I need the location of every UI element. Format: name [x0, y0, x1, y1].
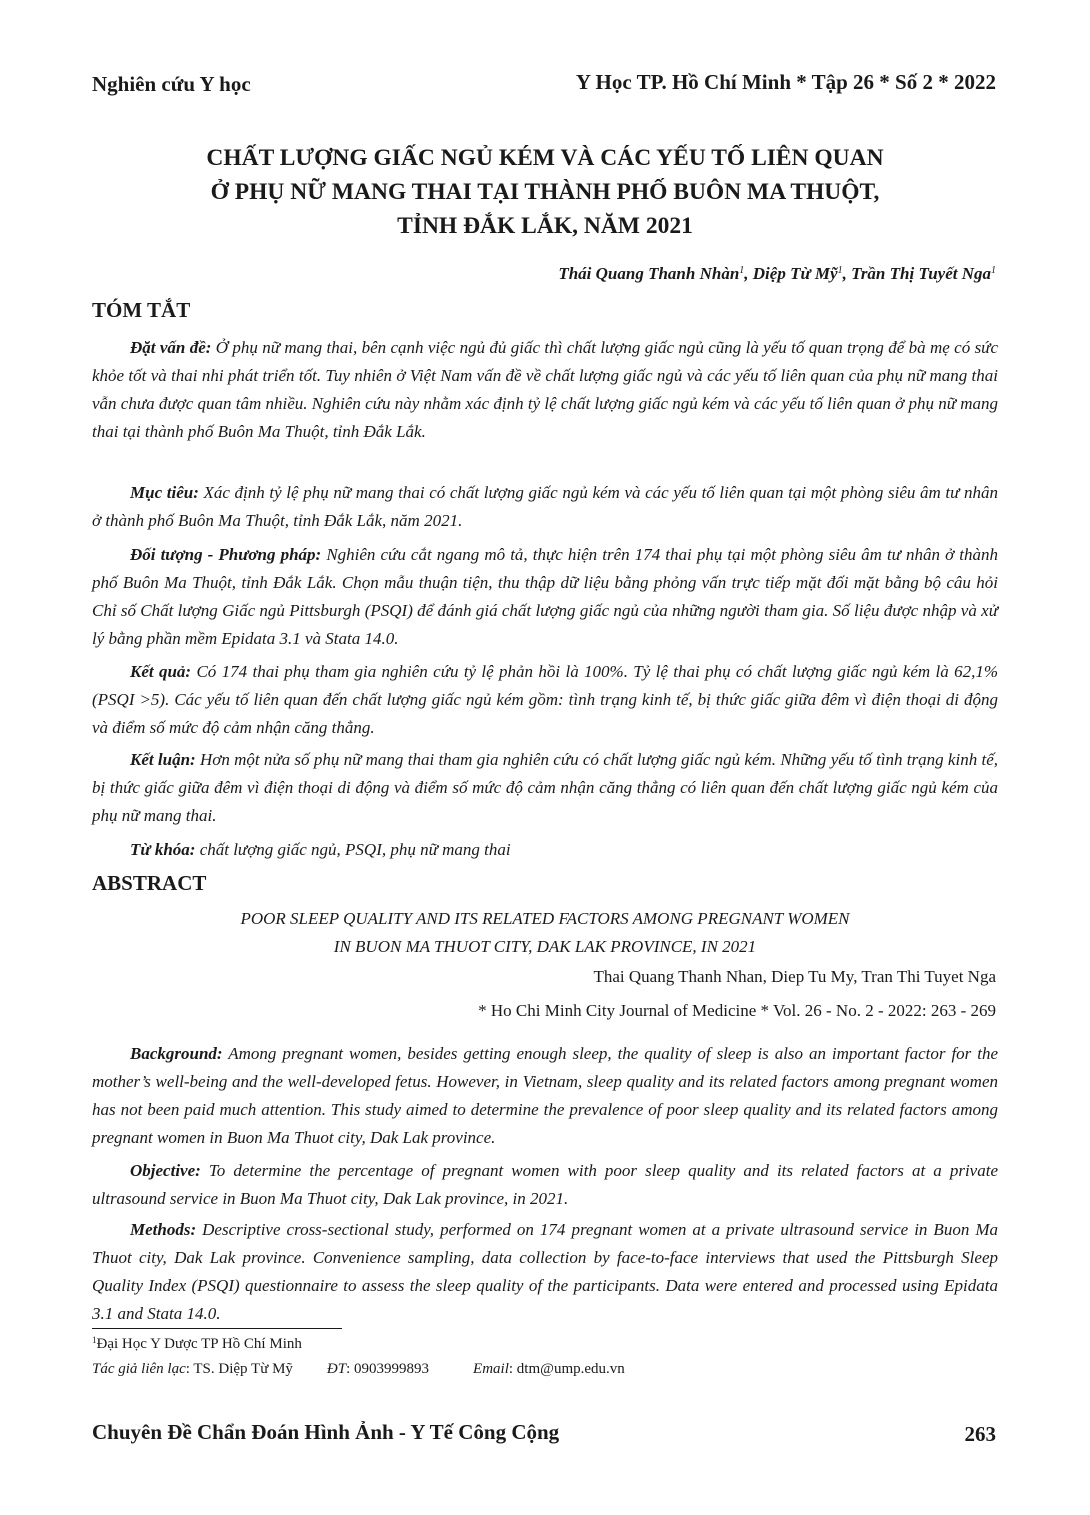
- author-3: Trần Thị Tuyết Nga: [851, 264, 991, 283]
- contact-value: : TS. Diệp Từ Mỹ: [185, 1361, 293, 1377]
- title-line-1: CHẤT LƯỢNG GIẤC NGỦ KÉM VÀ CÁC YẾU TỐ LIÊN QUAN: [206, 145, 884, 171]
- label-conclusion-vn: Kết luận:: [130, 750, 196, 769]
- abstract-title-line-2: IN BUON MA THUOT CITY, DAK LAK PROVINCE, IN 2021: [333, 937, 757, 956]
- summary-objective-vn: Mục tiêu: Xác định tỷ lệ phụ nữ mang thai có chất lượng giấc ngủ kém và các yếu tố liên quan tại một phòng siêu âm tư nhân ở thành phố Buôn Ma Thuột, tỉnh Đắk Lắk, năm 2021.: [92, 483, 999, 530]
- label-results-vn: Kết quả:: [130, 662, 192, 681]
- author-list-en: Thai Quang Thanh Nhan, Diep Tu My, Tran Thi Tuyet Nga: [593, 967, 996, 986]
- footnote-contact: [92, 1361, 625, 1378]
- abstract-title: [92, 905, 998, 961]
- footnote-affiliation: $^1$Đại Học Y Dược TP Hồ Chí Minh: [92, 1335, 302, 1352]
- abstract-background: Background: Among pregnant women, besides getting enough sleep, the quality of sleep is also an important factor for the mother’s well-being and the well-developed fetus. However, in Vietnam, sleep quality and its related factors among pregnant women has not been paid much attention. This study aimed to determine the prevalence of poor sleep quality and its related factors among pregnant women in Buon Ma Thuot city, Dak Lak province.: [92, 1044, 998, 1147]
- author-1: Thái Quang Thanh Nhàn: [558, 264, 740, 283]
- phone-value: : 0903999893: [346, 1361, 430, 1377]
- affiliation-mark: 1: [837, 265, 843, 276]
- label-keywords-vn: Từ khóa:: [130, 840, 196, 859]
- summary-results-vn: Kết quả: Có 174 thai phụ tham gia nghiên cứu tỷ lệ phản hồi là 100%. Tỷ lệ thai phụ có chất lượng giấc ngủ kém là 62,1% (PSQI >5). Các yếu tố liên quan đến chất lượng giấc ngủ kém gồm: tình trạng kinh tế, bị thức giấc giữa đêm vì điện thoại di động và điểm số mức độ cảm nhận căng thẳng.: [92, 662, 999, 737]
- summary-heading-vn: TÓM TẮT: [92, 298, 191, 322]
- footer-issue-title: Chuyên Đề Chẩn Đoán Hình Ảnh - Y Tế Công Cộng: [92, 1420, 560, 1444]
- email-value: : dtm@ump.edu.vn: [508, 1361, 625, 1377]
- title-line-2: Ở PHỤ NỮ MANG THAI TẠI THÀNH PHỐ BUÔN MA THUỘT,: [210, 179, 880, 205]
- label-background-en: Background:: [130, 1044, 223, 1063]
- summary-background-vn: Đặt vấn đề: Ở phụ nữ mang thai, bên cạnh việc ngủ đủ giấc thì chất lượng giấc ngủ cũng là yếu tố quan trọng để bà mẹ có sức khỏe tốt và thai nhi phát triển tốt. Tuy nhiên ở Việt Nam vấn đề về chất lượng giấc ngủ và các yếu tố liên quan của phụ nữ mang thai vẫn chưa được quan tâm nhiều. Nghiên cứu này nhằm xác định tỷ lệ chất lượng giấc ngủ kém và các yếu tố liên quan ở phụ nữ mang thai tại thành phố Buôn Ma Thuột, tỉnh Đắk Lắk.: [92, 338, 999, 441]
- author-list-vn: [558, 264, 996, 284]
- summary-methods-vn: Đối tượng - Phương pháp: Nghiên cứu cắt ngang mô tả, thực hiện trên 174 thai phụ tại một phòng siêu âm tư nhân ở thành phố Buôn Ma Thuột, tỉnh Đắk Lắk. Chọn mẫu thuận tiện, thu thập dữ liệu bằng phỏng vấn trực tiếp mặt đối mặt bằng bộ câu hỏi Chỉ số Chất lượng Giấc ngủ Pittsburgh (PSQI) để đánh giá chất lượng giấc ngủ của những người tham gia. Số liệu được nhập và xử lý bằng phần mềm Epidata 3.1 và Stata 14.0.: [92, 545, 999, 648]
- label-objective-en: Objective:: [130, 1161, 201, 1180]
- label-background-vn: Đặt vấn đề:: [130, 338, 212, 357]
- summary-conclusion-vn: Kết luận: Hơn một nửa số phụ nữ mang thai tham gia nghiên cứu có chất lượng giấc ngủ kém. Những yếu tố tình trạng kinh tế, bị thức giấc giữa đêm vì điện thoại di động và điểm số mức độ cảm nhận căng thẳng có liên quan đến chất lượng giấc ngủ kém của phụ nữ mang thai.: [92, 750, 998, 825]
- running-header-section: Nghiên cứu Y học: [92, 72, 251, 96]
- affiliation-mark: 1: [991, 265, 996, 276]
- author-separator: ,: [744, 264, 753, 283]
- author-2: Diệp Từ Mỹ: [752, 264, 838, 283]
- author-separator: ,: [842, 264, 852, 283]
- label-objective-vn: Mục tiêu:: [130, 483, 199, 502]
- title-line-3: TỈNH ĐẮK LẮK, NĂM 2021: [397, 213, 693, 239]
- email-label: Email: [473, 1361, 509, 1377]
- citation: * Ho Chi Minh City Journal of Medicine * Vol. 26 - No. 2 - 2022: 263 - 269: [478, 1001, 996, 1020]
- contact-label: Tác giả liên lạc: [92, 1361, 186, 1377]
- label-methods-en: Methods:: [130, 1220, 197, 1239]
- abstract-title-line-1: POOR SLEEP QUALITY AND ITS RELATED FACTORS AMONG PREGNANT WOMEN: [240, 909, 850, 928]
- footnote-divider: [92, 1328, 342, 1329]
- page-number: 263: [964, 1422, 996, 1446]
- affiliation-mark: 1: [739, 265, 745, 276]
- abstract-methods: Methods: Descriptive cross-sectional study, performed on 174 pregnant women at a private ultrasound service in Buon Ma Thuot city, Dak Lak province. Convenience sampling, data collection by face-to-face interviews that used the Pittsburgh Sleep Quality Index (PSQI) questionnaire to assess the sleep quality of the participants. Data were entered and processed using Epidata 3.1 and Stata 14.0.: [92, 1220, 998, 1323]
- running-header-journal: Y Học TP. Hồ Chí Minh * Tập 26 * Số 2 * 2022: [575, 70, 996, 94]
- keywords-vn: Từ khóa: chất lượng giấc ngủ, PSQI, phụ nữ mang thai: [130, 840, 511, 859]
- abstract-objective: Objective: To determine the percentage of pregnant women with poor sleep quality and its related factors at a private ultrasound service in Buon Ma Thuot city, Dak Lak province, in 2021.: [92, 1161, 998, 1208]
- article-title: [92, 141, 998, 243]
- abstract-heading: ABSTRACT: [92, 871, 207, 895]
- footnote-mark: 1: [92, 1335, 97, 1345]
- phone-label: ĐT: [326, 1361, 347, 1377]
- label-methods-vn: Đối tượng - Phương pháp:: [130, 545, 322, 564]
